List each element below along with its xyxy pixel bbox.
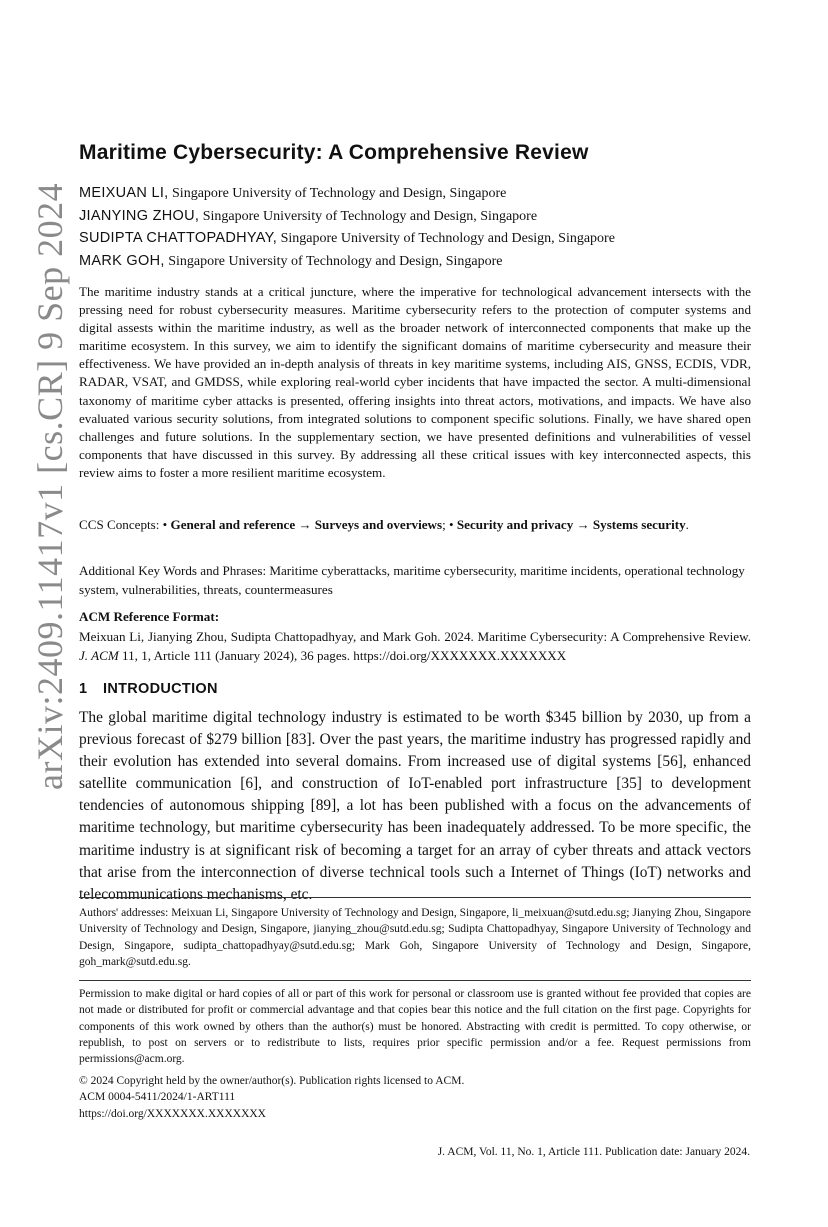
ccs-end: .: [685, 517, 689, 532]
author-name: JIANYING ZHOU,: [79, 207, 200, 224]
authors-addresses: Authors' addresses: Meixuan Li, Singapore University of Technology and Design, Singapore, li_meixuan@sutd.edu.sg; Jianying Zhou, Singapore University of Technology and Design, Singapore, jianying_zhou@sutd.edu.sg; Sudipta Chattopadhyay, Singapore University of Technology and Design, Singapore, sudipta_chattopadhyay@sutd.edu.sg; Mark Goh, Singapore University of Technology and Design, Singapore, goh_mark@sutd.edu.sg.: [79, 907, 751, 968]
author-name: MEIXUAN LI,: [79, 185, 169, 201]
reference-details: 11, 1, Article 111 (January 2024), 36 pages. https://doi.org/XXXXXXX.XXXXXXX: [118, 648, 567, 663]
copyright-line: © 2024 Copyright held by the owner/author(s). Publication rights licensed to ACM.: [79, 1075, 465, 1087]
author-affiliation: Singapore University of Technology and Design, Singapore: [164, 253, 503, 269]
copyright-block: [79, 1073, 464, 1122]
author-entry: [79, 230, 615, 253]
footnote-divider: [79, 897, 751, 898]
section-number: 1: [79, 681, 88, 697]
author-name: SUDIPTA CHATTOPADHYAY,: [79, 230, 278, 246]
author-list: [79, 185, 615, 275]
reference-journal: J. ACM: [79, 648, 119, 663]
reference-authors: Meixuan Li, Jianying Zhou, Sudipta Chattopadhyay, and Mark Goh. 2024. Maritime Cybersecurity: A Comprehensive Review.: [79, 629, 751, 644]
keywords: Additional Key Words and Phrases: Maritime cyberattacks, maritime cybersecurity, maritime incidents, operational technology system, vulnerabilities, threats, countermeasures: [79, 563, 745, 597]
introduction-paragraph: The global maritime digital technology industry is estimated to be worth $345 billion by 2030, up from a previous forecast of $279 billion [83]. Over the past years, the maritime industry has progressed rapidly and their evolution has extended into several domains. From increased use of digital systems [56], enhanced satellite communication [6], and construction of IoT-enabled port infrastructure [35] to development tendencies of autonomous shipping [89], a lot has been published with a focus on the advancements of maritime technology, but maritime cybersecurity has been inadequately addressed. To be more specific, the maritime industry is at significant risk of becoming a target for an array of cyber threats and attack vectors that arise from the interconnection of diverse technical tools such a Internet of Things (IoT) networks and telecommunications mechanisms, etc.: [79, 709, 751, 903]
ccs-concepts: [79, 515, 751, 534]
ccs-concept: General and reference → Surveys and overviews: [170, 517, 443, 532]
section-title: INTRODUCTION: [103, 681, 218, 697]
ccs-separator: ; •: [442, 517, 457, 532]
author-affiliation: Singapore University of Technology and Design, Singapore: [277, 231, 615, 246]
reference-heading: ACM Reference Format:: [79, 609, 220, 624]
abstract: The maritime industry stands at a critical juncture, where the imperative for technological advancement intersects with the pressing need for robust cybersecurity measures. Maritime cybersecurity refers to the protection of computer systems and digital assests within the maritime industry, as well as the broader network of interconnected components that make up the maritime ecosystem. In this survey, we aim to identify the significant domains of maritime cybersecurity and measure their effectiveness. We have provided an in-depth analysis of threats in key maritime systems, including AIS, GNSS, ECDIS, VDR, RADAR, VSAT, and GMDSS, while exploring real-world cyber incidents that have impacted the sector. A multi-dimensional taxonomy of maritime cyber attacks is presented, offering insights into threat actors, motivations, and impacts. We have also evaluated various security solutions, from integrated solutions to component specific solutions. Finally, we have shared open challenges and future solutions. In the supplementary section, we have presented definitions and vulnerabilities of vessel components that have discussed in this survey. By addressing all these critical issues with key interconnected aspects, this review aims to foster a more resilient maritime ecosystem.: [79, 284, 751, 480]
author-entry: [79, 208, 615, 231]
acm-id-line: ACM 0004-5411/2024/1-ART111: [79, 1091, 236, 1104]
permission-divider: [79, 980, 751, 981]
doi-link[interactable]: https://doi.org/XXXXXXX.XXXXXXX: [79, 1107, 266, 1120]
author-entry: [79, 185, 615, 208]
ccs-concept: Security and privacy → Systems security: [456, 517, 686, 532]
section-heading: [79, 681, 218, 697]
ccs-label: CCS Concepts: •: [79, 517, 171, 532]
author-affiliation: Singapore University of Technology and Design, Singapore: [199, 208, 538, 224]
author-affiliation: Singapore University of Technology and Design, Singapore: [168, 186, 507, 201]
paper-title: Maritime Cybersecurity: A Comprehensive Review: [79, 141, 589, 164]
permission-notice: Permission to make digital or hard copies of all or part of this work for personal or classroom use is granted without fee provided that copies are not made or distributed for profit or commercial advantage and that copies bear this notice and the full citation on the first page. Copyrights for components of this work owned by others than the author(s) must be honored. Abstracting with credit is permitted. To copy otherwise, or republish, to post on servers or to redistribute to lists, requires prior specific permission and/or a fee. Request permissions from permissions@acm.org.: [79, 988, 751, 1066]
page-footer: J. ACM, Vol. 11, No. 1, Article 111. Publication date: January 2024.: [437, 1146, 750, 1158]
arxiv-stamp: arXiv:2409.11417v1 [cs.CR] 9 Sep 2024: [30, 182, 70, 790]
reference-format: [79, 627, 751, 665]
author-entry: [79, 253, 615, 276]
author-name: MARK GOH,: [79, 252, 165, 269]
